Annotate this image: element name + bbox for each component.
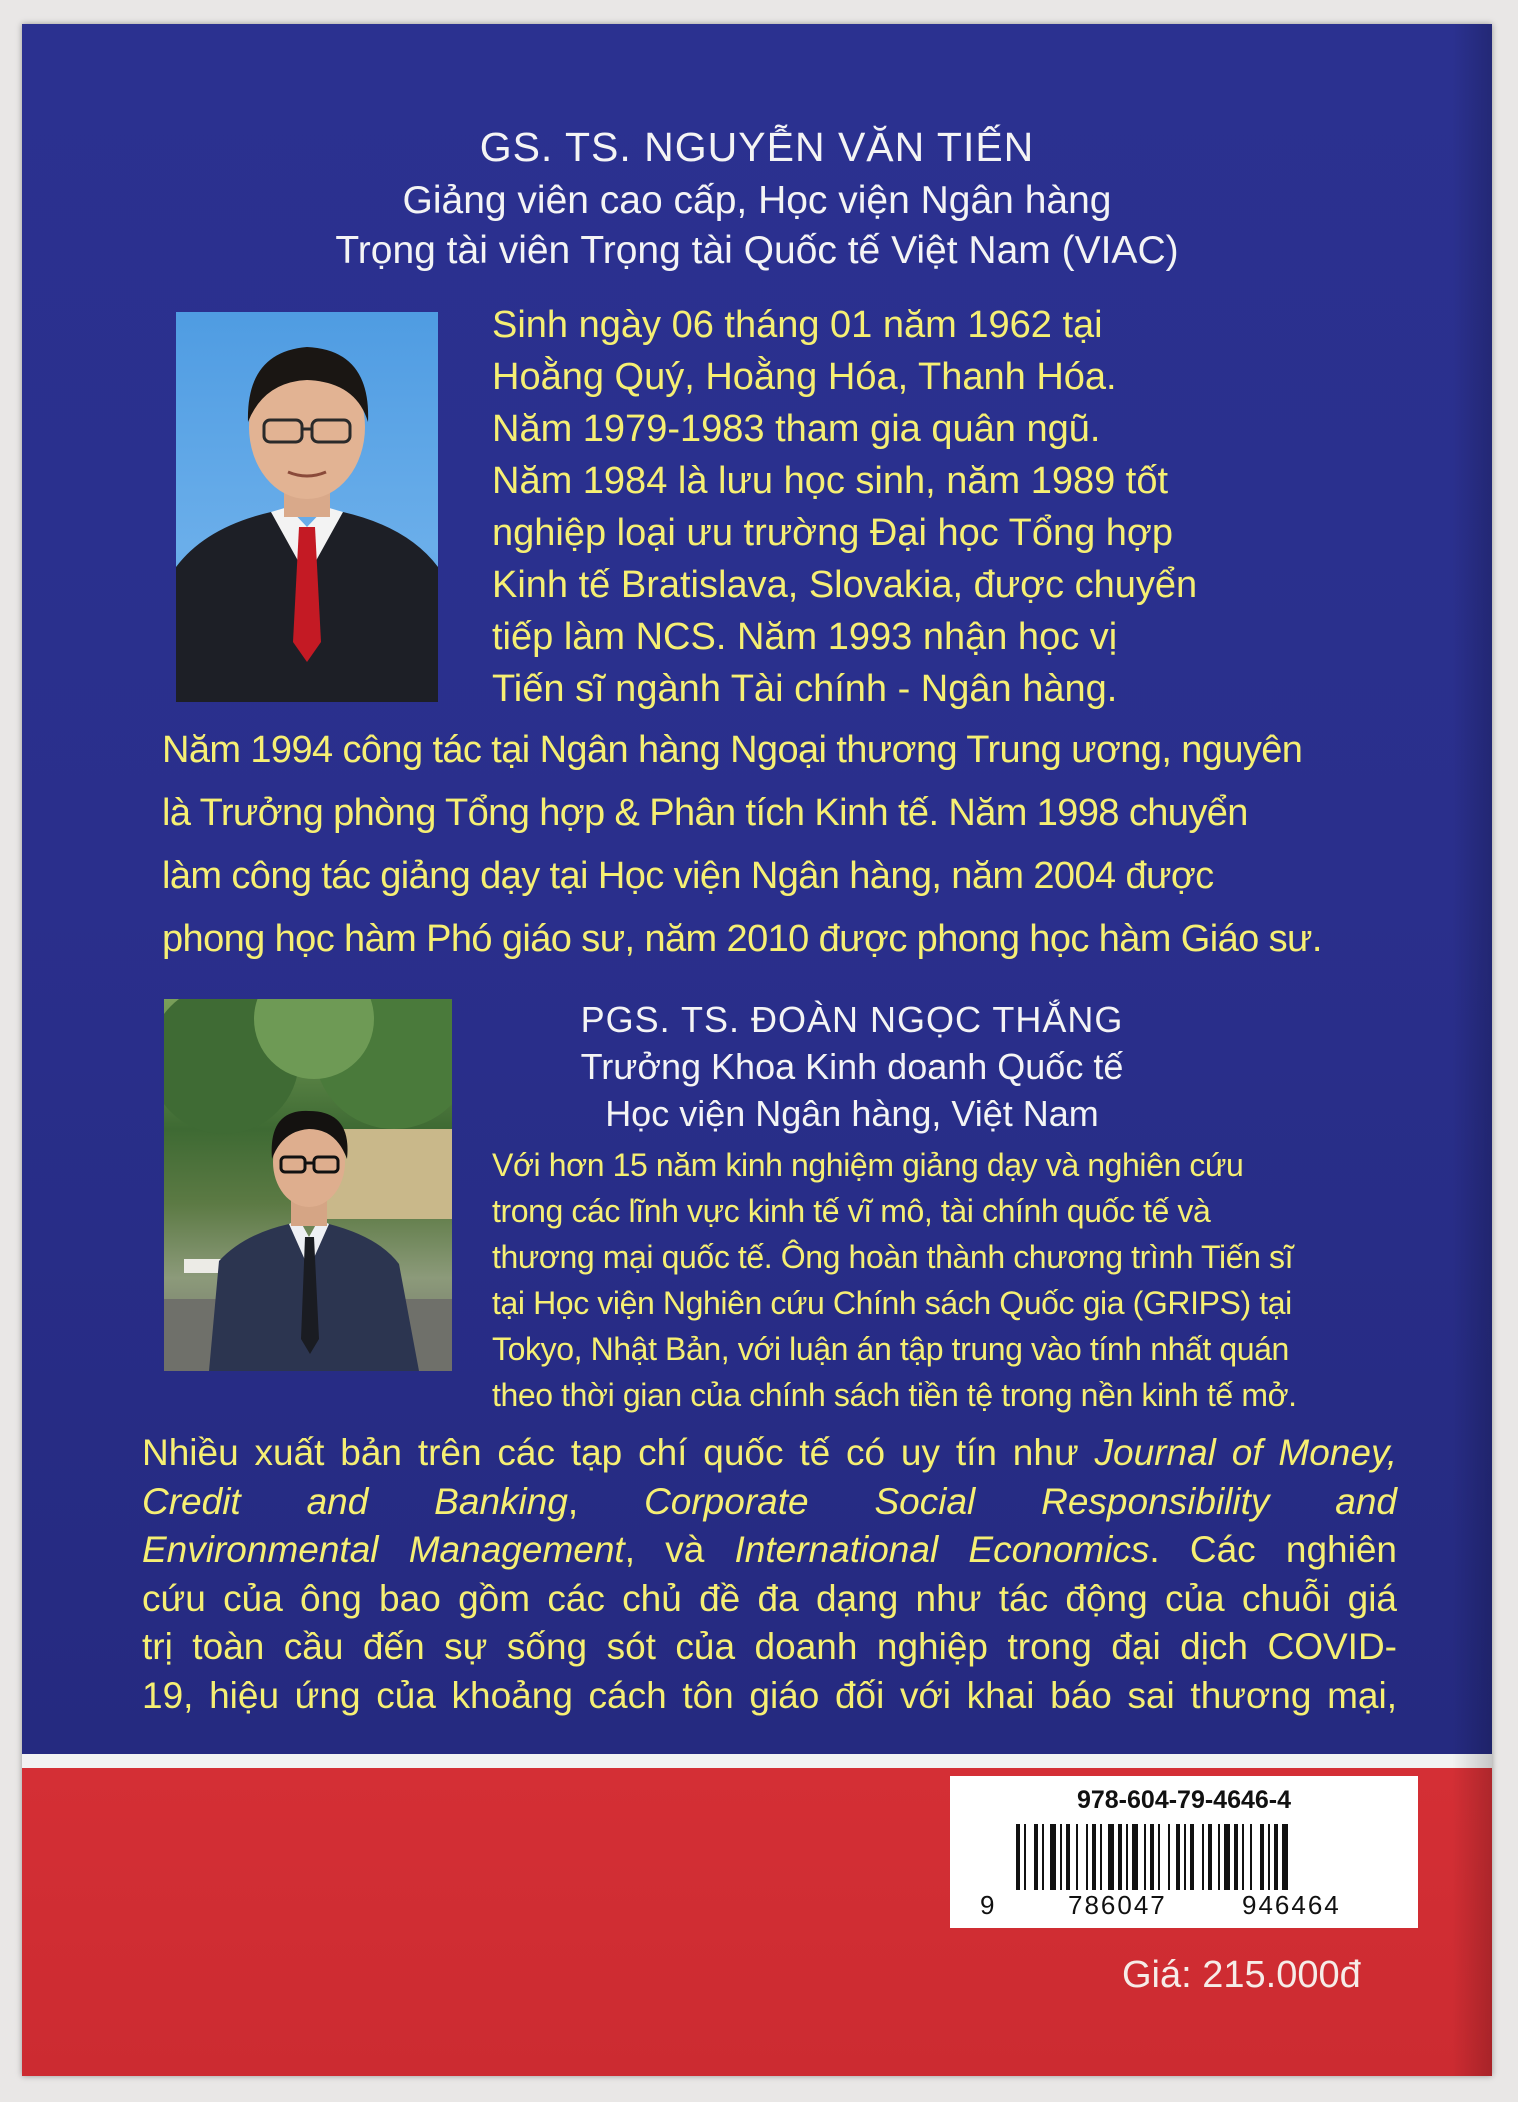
author1-bio-long xyxy=(162,719,1402,971)
author2-bio-line: thương mại quốc tế. Ông hoàn thành chương trình Tiến sĩ xyxy=(492,1239,1294,1275)
author1-career-line: làm công tác giảng dạy tại Học viện Ngân hàng, năm 2004 được xyxy=(162,855,1214,897)
author2-bio-line: Với hơn 15 năm kinh nghiệm giảng dạy và nghiên cứu xyxy=(492,1147,1244,1183)
author2-bio-line: Tokyo, Nhật Bản, với luận án tập trung vào tính nhất quán xyxy=(492,1331,1289,1367)
author2-bio-line: trong các lĩnh vực kinh tế vĩ mô, tài chính quốc tế và xyxy=(492,1193,1211,1229)
isbn-digit-group1: 786047 xyxy=(1068,1890,1167,1920)
author2-publications-line: Nhiều xuất bản trên các tạp chí quốc tế có uy tín như Journal of Money, xyxy=(142,1432,1397,1473)
isbn-digit-group2: 946464 xyxy=(1242,1890,1341,1920)
author1-role-line1: Giảng viên cao cấp, Học viện Ngân hàng xyxy=(402,179,1112,222)
author1-bio-line: Hoằng Quý, Hoằng Hóa, Thanh Hóa. xyxy=(492,356,1117,398)
barcode-bars xyxy=(1016,1824,1366,1890)
author1-bio-line: Năm 1979-1983 tham gia quân ngũ. xyxy=(492,408,1101,450)
author1-bio-line: Tiến sĩ ngành Tài chính - Ngân hàng. xyxy=(492,668,1118,710)
author1-bio-line: nghiệp loại ưu trường Đại học Tổng hợp xyxy=(492,512,1173,554)
author1-career-line: phong học hàm Phó giáo sư, năm 2010 được phong học hàm Giáo sư. xyxy=(162,918,1322,960)
author1-name: GS. TS. NGUYỄN VĂN TIẾN xyxy=(479,124,1035,170)
author2-portrait-photo xyxy=(164,999,452,1371)
author2-publications-line: Environmental Management, và International Economics. Các nghiên xyxy=(142,1529,1397,1570)
author2-research-line: 19, hiệu ứng của khoảng cách tôn giáo đối với khai báo sai thương mại, xyxy=(142,1674,1397,1716)
author2-bio-line: tại Học viện Nghiên cứu Chính sách Quốc gia (GRIPS) tại xyxy=(492,1285,1292,1321)
author1-bio-line: tiếp làm NCS. Năm 1993 nhận học vị xyxy=(492,616,1118,658)
author2-role-line2: Học viện Ngân hàng, Việt Nam xyxy=(605,1093,1099,1134)
author1-bio-line: Sinh ngày 06 tháng 01 năm 1962 tại xyxy=(492,304,1103,346)
book-back-cover xyxy=(22,24,1492,2076)
author2-bio-line: theo thời gian của chính sách tiền tệ trong nền kinh tế mở. xyxy=(492,1377,1297,1413)
author2-bio-long xyxy=(142,1429,1397,1720)
author2-research-line: trị toàn cầu đến sự sống sót của doanh nghiệp trong đại dịch COVID- xyxy=(142,1626,1397,1667)
white-divider-stripe xyxy=(22,1754,1492,1768)
author1-bio-short xyxy=(492,299,1402,715)
author2-role-line1: Trưởng Khoa Kinh doanh Quốc tế xyxy=(580,1046,1124,1087)
author2-bio-short xyxy=(492,1142,1402,1418)
author1-role-line2: Trọng tài viên Trọng tài Quốc tế Việt Nam (VIAC) xyxy=(335,229,1179,272)
isbn-number: 978-604-79-4646-4 xyxy=(1076,1786,1292,1814)
author1-portrait-photo xyxy=(176,312,438,702)
author1-bio-line: Năm 1984 là lưu học sinh, năm 1989 tốt xyxy=(492,460,1169,502)
author1-career-line: là Trưởng phòng Tổng hợp & Phân tích Kinh tế. Năm 1998 chuyển xyxy=(162,792,1248,834)
author1-bio-line: Kinh tế Bratislava, Slovakia, được chuyển xyxy=(492,564,1198,606)
isbn-digit-prefix: 9 xyxy=(980,1890,997,1920)
isbn-barcode xyxy=(950,1776,1418,1928)
author2-name: PGS. TS. ĐOÀN NGỌC THẮNG xyxy=(580,999,1124,1040)
author2-research-line: cứu của ông bao gồm các chủ đề đa dạng như tác động của chuỗi giá xyxy=(142,1577,1397,1619)
price-label: Giá: 215.000đ xyxy=(1122,1954,1361,1996)
author1-career-line: Năm 1994 công tác tại Ngân hàng Ngoại thương Trung ương, nguyên xyxy=(162,729,1303,771)
author2-publications-line: Credit and Banking, Corporate Social Responsibility and xyxy=(142,1480,1397,1522)
